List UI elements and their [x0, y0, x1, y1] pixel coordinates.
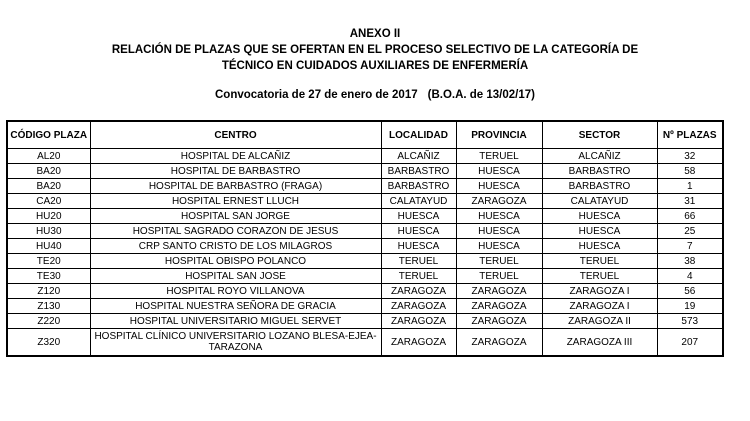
cell-localidad: TERUEL	[381, 269, 456, 284]
cell-centro: HOSPITAL DE ALCAÑIZ	[90, 149, 381, 164]
cell-localidad: BARBASTRO	[381, 179, 456, 194]
table-row	[7, 284, 723, 299]
cell-provincia: TERUEL	[456, 269, 542, 284]
column-header-localidad: LOCALIDAD	[381, 121, 456, 149]
table-row	[7, 149, 723, 164]
cell-provincia: HUESCA	[456, 164, 542, 179]
cell-centro: HOSPITAL UNIVERSITARIO MIGUEL SERVET	[90, 314, 381, 329]
table-row	[7, 209, 723, 224]
cell-localidad: ZARAGOZA	[381, 314, 456, 329]
cell-localidad: ZARAGOZA	[381, 299, 456, 314]
cell-codigo: TE30	[7, 269, 90, 284]
convocatoria-date: Convocatoria de 27 de enero de 2017	[215, 89, 418, 101]
cell-localidad: BARBASTRO	[381, 164, 456, 179]
cell-centro: HOSPITAL OBISPO POLANCO	[90, 254, 381, 269]
cell-sector: ZARAGOZA I	[542, 284, 657, 299]
cell-codigo: CA20	[7, 194, 90, 209]
cell-plazas: 31	[657, 194, 723, 209]
cell-codigo: Z130	[7, 299, 90, 314]
cell-codigo: HU30	[7, 224, 90, 239]
cell-provincia: ZARAGOZA	[456, 194, 542, 209]
cell-provincia: TERUEL	[456, 254, 542, 269]
cell-provincia: ZARAGOZA	[456, 284, 542, 299]
plazas-table	[6, 120, 724, 357]
cell-codigo: TE20	[7, 254, 90, 269]
cell-codigo: HU40	[7, 239, 90, 254]
cell-sector: HUESCA	[542, 239, 657, 254]
cell-sector: TERUEL	[542, 269, 657, 284]
cell-sector: BARBASTRO	[542, 179, 657, 194]
cell-centro: HOSPITAL NUESTRA SEÑORA DE GRACIA	[90, 299, 381, 314]
table-row	[7, 179, 723, 194]
cell-centro: HOSPITAL SAN JORGE	[90, 209, 381, 224]
cell-plazas: 38	[657, 254, 723, 269]
column-header-codigo: CÓDIGO PLAZA	[7, 121, 90, 149]
cell-sector: ZARAGOZA III	[542, 329, 657, 357]
cell-sector: HUESCA	[542, 209, 657, 224]
cell-plazas: 25	[657, 224, 723, 239]
table-row	[7, 194, 723, 209]
cell-centro: HOSPITAL ERNEST LLUCH	[90, 194, 381, 209]
cell-centro: HOSPITAL DE BARBASTRO (FRAGA)	[90, 179, 381, 194]
table-header-row	[7, 121, 723, 149]
cell-provincia: HUESCA	[456, 239, 542, 254]
cell-localidad: HUESCA	[381, 239, 456, 254]
cell-codigo: BA20	[7, 164, 90, 179]
document-title-line-2: TÉCNICO EN CUIDADOS AUXILIARES DE ENFERMERÍA	[221, 60, 529, 72]
document-title-line-1: RELACIÓN DE PLAZAS QUE SE OFERTAN EN EL PROCESO SELECTIVO DE LA CATEGORÍA DE	[111, 44, 639, 56]
cell-centro: HOSPITAL SAN JOSE	[90, 269, 381, 284]
cell-centro: HOSPITAL ROYO VILLANOVA	[90, 284, 381, 299]
cell-plazas: 56	[657, 284, 723, 299]
cell-sector: CALATAYUD	[542, 194, 657, 209]
cell-centro: HOSPITAL CLÍNICO UNIVERSITARIO LOZANO BLESA-EJEA-TARAZONA	[90, 329, 381, 357]
cell-provincia: HUESCA	[456, 209, 542, 224]
table-row	[7, 239, 723, 254]
cell-provincia: TERUEL	[456, 149, 542, 164]
table-row	[7, 254, 723, 269]
cell-codigo: AL20	[7, 149, 90, 164]
table-row	[7, 314, 723, 329]
table-row	[7, 269, 723, 284]
cell-provincia: ZARAGOZA	[456, 314, 542, 329]
cell-sector: BARBASTRO	[542, 164, 657, 179]
cell-centro: HOSPITAL DE BARBASTRO	[90, 164, 381, 179]
cell-centro: HOSPITAL SAGRADO CORAZON DE JESUS	[90, 224, 381, 239]
cell-plazas: 19	[657, 299, 723, 314]
cell-plazas: 32	[657, 149, 723, 164]
annex-title: ANEXO II	[349, 28, 401, 40]
cell-provincia: HUESCA	[456, 224, 542, 239]
column-header-centro: CENTRO	[90, 121, 381, 149]
table-row	[7, 329, 723, 357]
cell-sector: HUESCA	[542, 224, 657, 239]
cell-codigo: Z320	[7, 329, 90, 357]
column-header-provincia: PROVINCIA	[456, 121, 542, 149]
cell-localidad: HUESCA	[381, 209, 456, 224]
cell-localidad: ZARAGOZA	[381, 329, 456, 357]
cell-plazas: 66	[657, 209, 723, 224]
cell-sector: ZARAGOZA I	[542, 299, 657, 314]
cell-localidad: ALCAÑIZ	[381, 149, 456, 164]
cell-provincia: ZARAGOZA	[456, 329, 542, 357]
table-row	[7, 224, 723, 239]
cell-localidad: TERUEL	[381, 254, 456, 269]
cell-codigo: Z220	[7, 314, 90, 329]
boa-reference: (B.O.A. de 13/02/17)	[427, 89, 535, 101]
cell-sector: ZARAGOZA II	[542, 314, 657, 329]
cell-plazas: 207	[657, 329, 723, 357]
cell-sector: ALCAÑIZ	[542, 149, 657, 164]
cell-localidad: CALATAYUD	[381, 194, 456, 209]
cell-centro: CRP SANTO CRISTO DE LOS MILAGROS	[90, 239, 381, 254]
cell-sector: TERUEL	[542, 254, 657, 269]
cell-provincia: ZARAGOZA	[456, 299, 542, 314]
cell-localidad: ZARAGOZA	[381, 284, 456, 299]
cell-plazas: 58	[657, 164, 723, 179]
cell-codigo: Z120	[7, 284, 90, 299]
cell-plazas: 7	[657, 239, 723, 254]
cell-codigo: BA20	[7, 179, 90, 194]
convocatoria-line	[0, 89, 750, 101]
cell-plazas: 1	[657, 179, 723, 194]
cell-localidad: HUESCA	[381, 224, 456, 239]
column-header-plazas: Nº PLAZAS	[657, 121, 723, 149]
table-row	[7, 164, 723, 179]
table-row	[7, 299, 723, 314]
column-header-sector: SECTOR	[542, 121, 657, 149]
cell-plazas: 4	[657, 269, 723, 284]
cell-codigo: HU20	[7, 209, 90, 224]
table-body	[7, 149, 723, 357]
cell-provincia: HUESCA	[456, 179, 542, 194]
cell-plazas: 573	[657, 314, 723, 329]
